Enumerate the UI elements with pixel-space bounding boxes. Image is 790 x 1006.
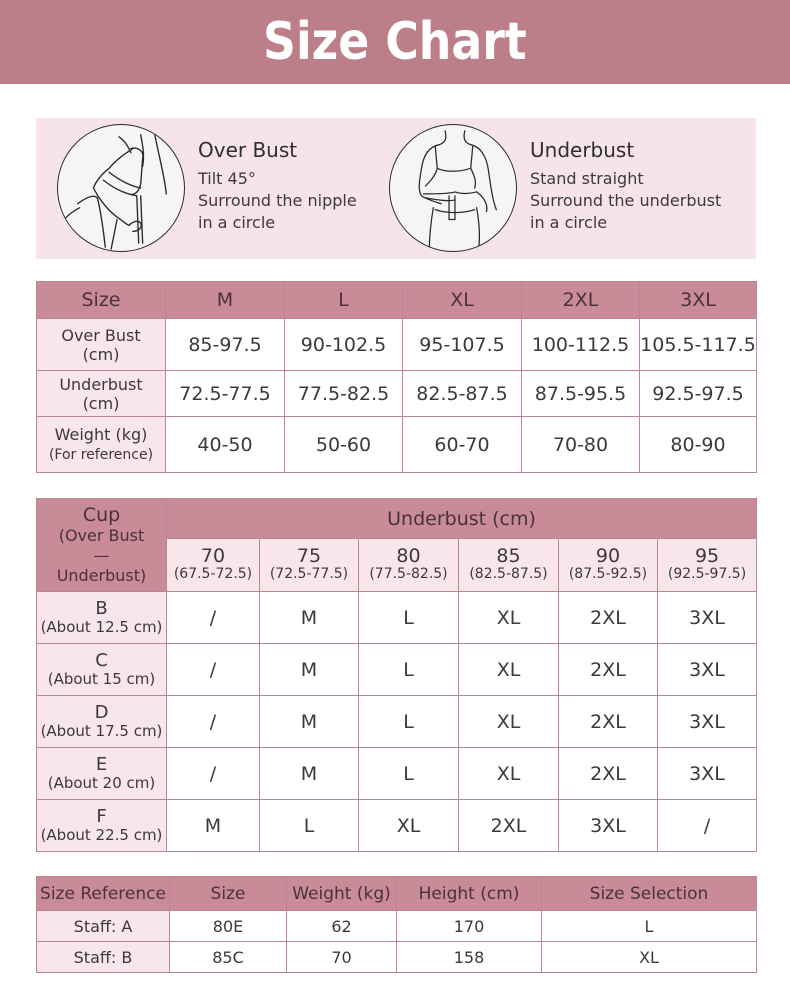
cup-subtitle-dash: — [93,546,110,565]
column-header: Size [170,877,287,911]
table-cell: 90-102.5 [285,319,403,371]
table-row [37,319,757,371]
table-header-row [37,282,757,319]
table-row [37,644,757,696]
table-cell: XL [359,800,459,852]
measurement-guide [36,118,756,259]
cup-row-label: B (About 12.5 cm) [37,592,167,644]
underbust-column-header: 70 (67.5-72.5) [167,539,260,592]
table-cell: 3XL [658,592,757,644]
table-cell: 85C [170,942,287,973]
table-cell: 2XL [559,696,658,748]
table-row [37,748,757,800]
size-column-header: 3XL [640,282,757,319]
table-header-row [37,499,757,539]
table-cell: M [167,800,260,852]
size-column-header: L [285,282,403,319]
column-header: Size Selection [542,877,757,911]
table-cell: 62 [287,911,397,942]
table-cell: 3XL [658,748,757,800]
cup-subtitle-1: (Over Bust [58,526,145,545]
cup-row-label: F (About 22.5 cm) [37,800,167,852]
guide-underbust [388,118,756,259]
table-cell: 158 [397,942,542,973]
table-cell: 60-70 [403,417,522,473]
over-bust-instruction-1: Tilt 45° [198,169,256,188]
over-bust-measure-illustration-icon [57,124,185,252]
over-bust-instruction-2: Surround the nipple [198,191,357,210]
table-cell: M [260,644,359,696]
column-header: Weight (kg) [287,877,397,911]
table-cell: 2XL [459,800,559,852]
cup-row-label: D (About 17.5 cm) [37,696,167,748]
table-cell: L [260,800,359,852]
cup-row-label: E (About 20 cm) [37,748,167,800]
underbust-column-header: 85 (82.5-87.5) [459,539,559,592]
underbust-instruction-2: Surround the underbust [530,191,722,210]
table-row [37,942,757,973]
table-cell: 72.5-77.5 [166,371,285,417]
column-header: Height (cm) [397,877,542,911]
table-cell: / [167,748,260,800]
table-cell: L [359,644,459,696]
table-cell: L [359,748,459,800]
size-column-header: M [166,282,285,319]
table-cell: L [542,911,757,942]
size-measurement-table [36,281,757,473]
table-cell: 40-50 [166,417,285,473]
underbust-column-header: 75 (72.5-77.5) [260,539,359,592]
table-cell: 3XL [658,696,757,748]
table-cell: L [359,592,459,644]
table-cell: XL [459,696,559,748]
table-cell: M [260,696,359,748]
size-reference-table [36,876,757,973]
cup-size-table [36,498,757,852]
row-label: Underbust [59,374,143,394]
table-cell: 70-80 [522,417,640,473]
table-cell: 85-97.5 [166,319,285,371]
row-label: Weight (kg) [54,424,148,444]
cup-subtitle-2: Underbust) [56,566,147,585]
table-cell: / [167,644,260,696]
size-column-header: XL [403,282,522,319]
column-header: Size Reference [37,877,170,911]
staff-label: Staff: B [37,942,170,973]
table-cell: 77.5-82.5 [285,371,403,417]
over-bust-instruction-3: in a circle [198,213,276,232]
table-header-row [37,877,757,911]
table-cell: M [260,592,359,644]
table-cell: / [658,800,757,852]
row-sublabel: (cm) [82,344,120,364]
table-cell: 95-107.5 [403,319,522,371]
table-row [37,696,757,748]
table-cell: 3XL [658,644,757,696]
table-cell: XL [542,942,757,973]
size-header: Size [37,282,166,319]
over-bust-title: Over Bust [198,138,298,162]
underbust-measure-illustration-icon [389,124,517,252]
table-cell: M [260,748,359,800]
underbust-instruction-3: in a circle [530,213,608,232]
table-cell: 2XL [559,748,658,800]
row-label-over-bust [37,319,166,371]
underbust-title: Underbust [530,138,635,162]
table-row [37,592,757,644]
table-cell: 70 [287,942,397,973]
page-header [0,0,790,84]
table-cell: 105.5-117.5 [640,319,757,371]
row-sublabel: (For reference) [48,446,154,463]
cup-row-label: C (About 15 cm) [37,644,167,696]
table-cell: 80-90 [640,417,757,473]
underbust-column-header: 80 (77.5-82.5) [359,539,459,592]
size-column-header: 2XL [522,282,640,319]
row-label: Over Bust [61,325,141,345]
table-cell: XL [459,644,559,696]
table-cell: 50-60 [285,417,403,473]
table-row [37,371,757,417]
table-cell: 92.5-97.5 [640,371,757,417]
cup-corner-header [37,499,167,592]
table-cell: 2XL [559,592,658,644]
table-cell: XL [459,592,559,644]
underbust-instruction-1: Stand straight [530,169,644,188]
table-cell: / [167,592,260,644]
table-row [37,800,757,852]
staff-label: Staff: A [37,911,170,942]
table-cell: / [167,696,260,748]
cup-title: Cup [82,504,121,526]
row-label-underbust [37,371,166,417]
underbust-column-header: 95 (92.5-97.5) [658,539,757,592]
table-cell: 80E [170,911,287,942]
table-cell: L [359,696,459,748]
table-row [37,417,757,473]
row-sublabel: (cm) [82,393,120,413]
table-cell: 2XL [559,644,658,696]
page-title: Size Chart [263,12,527,72]
table-cell: 100-112.5 [522,319,640,371]
underbust-column-header: 90 (87.5-92.5) [559,539,658,592]
row-label-weight [37,417,166,473]
table-cell: 3XL [559,800,658,852]
table-cell: XL [459,748,559,800]
table-cell: 87.5-95.5 [522,371,640,417]
guide-over-bust [36,118,386,259]
table-row [37,911,757,942]
table-cell: 82.5-87.5 [403,371,522,417]
table-cell: 170 [397,911,542,942]
underbust-group-header: Underbust (cm) [167,499,757,539]
